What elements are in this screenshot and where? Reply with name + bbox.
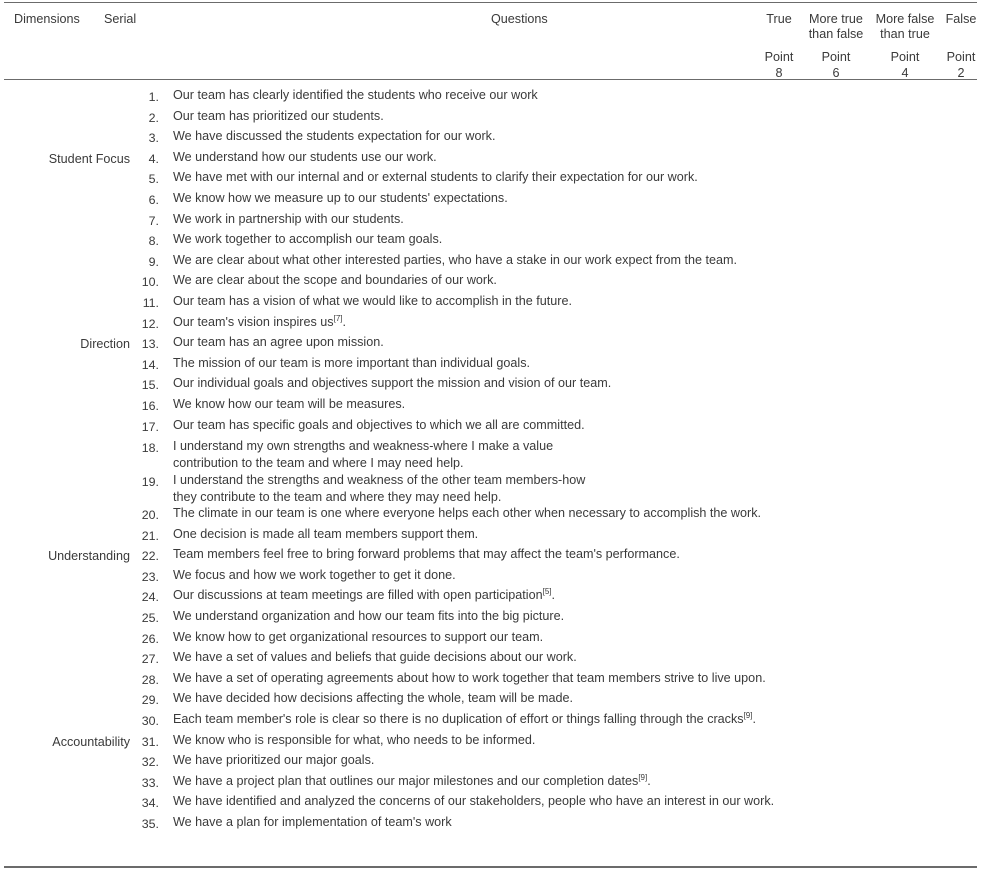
dimension-label: Direction [80,337,130,352]
table-row [4,587,977,608]
column-header-scale-true [756,12,802,27]
table-row [4,149,977,170]
serial-number: 8. [148,234,159,249]
question-line: One decision is made all team members support them. [173,526,479,541]
table-row [4,608,977,629]
question-line: The climate in our team is one where everyone helps each other when necessary to accomplish the work. [173,506,762,521]
table-row [4,169,977,190]
questionnaire-table [0,2,981,868]
table-row [4,108,977,129]
serial-number: 1. [148,90,159,104]
question-text [163,87,977,104]
question-line-tail: . [752,712,756,727]
question-text [163,128,977,145]
question-line: I understand the strengths and weakness of the other team members-how [173,473,586,488]
question-text [163,417,977,434]
question-line-tail: . [342,314,346,329]
question-line: Our team has clearly identified the students who receive our work [173,88,538,102]
question-text [163,546,977,563]
table-row [4,128,977,149]
serial-number: 20. [141,508,159,523]
scale-label-line1: More true [809,12,863,26]
question-text [163,472,977,505]
question-line: We work in partnership with our students. [173,211,404,226]
serial-number: 11. [142,295,159,310]
scale-point-true [756,50,802,81]
serial-number: 18. [141,441,159,456]
question-text [163,567,977,584]
question-line: We work together to accomplish our team goals. [173,232,443,247]
column-header-serial: Serial [104,12,137,26]
table-row [4,231,977,252]
table-row [4,752,977,773]
question-text [163,629,977,646]
table-row [4,526,977,547]
table-row [4,649,977,670]
question-text [163,355,977,372]
question-text [163,314,977,331]
point-value: 6 [832,65,840,80]
question-line: We have a plan for implementation of team's work [173,815,452,829]
serial-number: 15. [141,378,159,393]
serial-number: 30. [141,714,159,729]
question-text [163,752,977,769]
question-text [163,396,977,413]
serial-number: 35. [141,817,159,831]
question-line: Our team's vision inspires us[7]. [173,313,346,329]
table-row [4,87,977,108]
column-header-scale-more-false-than-true [870,12,940,41]
scale-point-more-true-than-false [802,50,870,81]
question-text [163,608,977,625]
serial-number: 7. [148,213,159,228]
question-text [163,711,977,728]
question-line-tail: . [551,588,556,603]
table-row [4,732,977,753]
scale-point-false [940,50,981,81]
serial-number: 23. [141,569,159,584]
table-body [4,80,977,866]
table-row [4,814,977,835]
table-header [4,3,977,79]
question-line: The mission of our team is more important than individual goals. [173,355,530,370]
question-text [163,690,977,707]
table-row [4,567,977,588]
table-row [4,546,977,567]
column-header-dimensions: Dimensions [14,12,80,26]
question-line: We have identified and analyzed the concerns of our stakeholders, people who have an interest in our work. [173,794,775,809]
table-row [4,334,977,355]
question-text [163,649,977,666]
serial-number: 34. [141,796,159,811]
dimension-label: Accountability [52,734,130,749]
serial-number: 16. [141,398,159,413]
table-bottom-rule [4,866,977,868]
serial-number: 24. [141,590,159,605]
reference-superscript: [5] [542,587,552,597]
question-text [163,438,977,471]
serial-number: 22. [141,549,159,564]
question-text [163,211,977,228]
question-text [163,108,977,125]
column-header-scale-more-true-than-false [802,12,870,41]
question-line: contribution to the team and where I may need help. [173,455,464,470]
serial-number: 25. [141,611,159,626]
question-line: We are clear about what other interested parties, who have a stake in our work expect from the team. [173,252,737,267]
question-line: Each team member's role is clear so there is no duplication of effort or things falling through the cracks[9]. [173,710,756,727]
serial-number: 32. [141,755,159,770]
reference-superscript: [9] [638,772,648,782]
scale-point-more-false-than-true [870,50,940,81]
serial-number: 6. [148,192,159,207]
point-word: Point [890,50,920,64]
point-value: 8 [775,65,783,80]
scale-label-line1: True [766,12,792,26]
serial-number: 9. [148,254,159,269]
question-text [163,793,977,810]
scale-label-line1: False [945,12,977,26]
reference-superscript: [7] [333,313,343,323]
serial-number: 21. [141,528,159,543]
table-row [4,314,977,335]
question-text [163,334,977,351]
scale-label-line2: than true [880,26,930,41]
table-row [4,417,977,438]
question-text [163,670,977,687]
question-line: We are clear about the scope and boundaries of our work. [173,273,497,288]
question-text [163,732,977,749]
question-text [163,252,977,269]
question-line: We focus and how we work together to get it done. [173,567,456,582]
question-line: Our team has specific goals and objectives to which we all are committed. [173,417,585,432]
question-line: We know how our team will be measures. [173,396,406,411]
serial-number: 14. [141,357,159,372]
table-row [4,711,977,732]
scale-label-line2: than false [808,26,864,41]
serial-number: 31. [141,734,159,749]
serial-number: 19. [141,475,159,490]
question-line: We know how to get organizational resources to support our team. [173,629,544,644]
table-row [4,690,977,711]
question-text [163,169,977,186]
table-row [4,773,977,794]
serial-number: 3. [148,131,159,146]
serial-number: 29. [141,693,159,708]
question-line: We have discussed the students expectation for our work. [173,129,496,144]
serial-number: 2. [148,110,159,125]
serial-number: 26. [141,631,159,646]
question-text [163,526,977,543]
table-row [4,293,977,314]
serial-number: 28. [141,672,159,687]
table-row [4,190,977,211]
question-line: We have a set of operating agreements about how to work together that team members strive to live upon. [173,670,766,685]
table-row [4,472,977,505]
question-line: Our discussions at team meetings are filled with open participation[5]. [173,587,556,603]
point-word: Point [764,50,794,64]
question-text [163,293,977,310]
question-line: I understand my own strengths and weakness-where I make a value [173,439,554,454]
question-text [163,505,977,522]
question-text [163,814,977,831]
serial-number: 4. [148,151,159,166]
column-header-questions: Questions [491,12,548,26]
question-line: We have a project plan that outlines our major milestones and our completion dates[9]. [173,772,651,788]
question-line: We understand organization and how our team fits into the big picture. [173,609,565,624]
question-line: Our team has prioritized our students. [173,108,384,123]
serial-number: 5. [148,172,159,187]
point-word: Point [946,50,976,64]
serial-number: 33. [141,775,159,790]
point-value: 2 [957,65,965,80]
question-line: We have prioritized our major goals. [173,753,375,768]
question-line-tail: . [647,773,651,788]
point-word: Point [821,50,851,64]
table-row [4,396,977,417]
question-line: Our individual goals and objectives support the mission and vision of our team. [173,376,612,391]
question-line: We know how we measure up to our students' expectations. [173,190,508,205]
serial-number: 17. [141,419,159,434]
scale-label-line1: More false [875,12,935,26]
reference-superscript: [9] [743,710,753,720]
question-text [163,149,977,166]
point-value: 4 [901,65,909,80]
table-row [4,375,977,396]
serial-number: 10. [141,275,159,290]
question-line: We understand how our students use our work. [173,149,437,164]
question-text [163,773,977,790]
question-text [163,587,977,604]
question-line: We have met with our internal and or external students to clarify their expectation for our work. [173,170,698,185]
question-line: Team members feel free to bring forward problems that may affect the team's performance. [173,547,680,562]
serial-number: 27. [141,652,159,667]
table-row [4,211,977,232]
question-text [163,190,977,207]
table-row [4,629,977,650]
question-line: We have a set of values and beliefs that guide decisions about our work. [173,650,577,665]
column-header-scale-false [940,12,981,27]
question-line: We know who is responsible for what, who needs to be informed. [173,732,536,747]
table-row [4,252,977,273]
table-row [4,793,977,814]
question-line: Our team has an agree upon mission. [173,335,384,350]
table-row [4,355,977,376]
table-row [4,670,977,691]
dimension-label: Understanding [48,549,130,564]
question-text [163,231,977,248]
dimension-label: Student Focus [48,151,130,166]
question-line: they contribute to the team and where they may need help. [173,489,502,504]
table-row [4,505,977,526]
question-line: We have decided how decisions affecting the whole, team will be made. [173,691,573,706]
serial-number: 12. [141,316,159,331]
serial-number: 13. [141,337,159,352]
table-row [4,272,977,293]
question-text [163,375,977,392]
table-row [4,438,977,471]
question-text [163,272,977,289]
question-line: Our team has a vision of what we would like to accomplish in the future. [173,293,572,308]
